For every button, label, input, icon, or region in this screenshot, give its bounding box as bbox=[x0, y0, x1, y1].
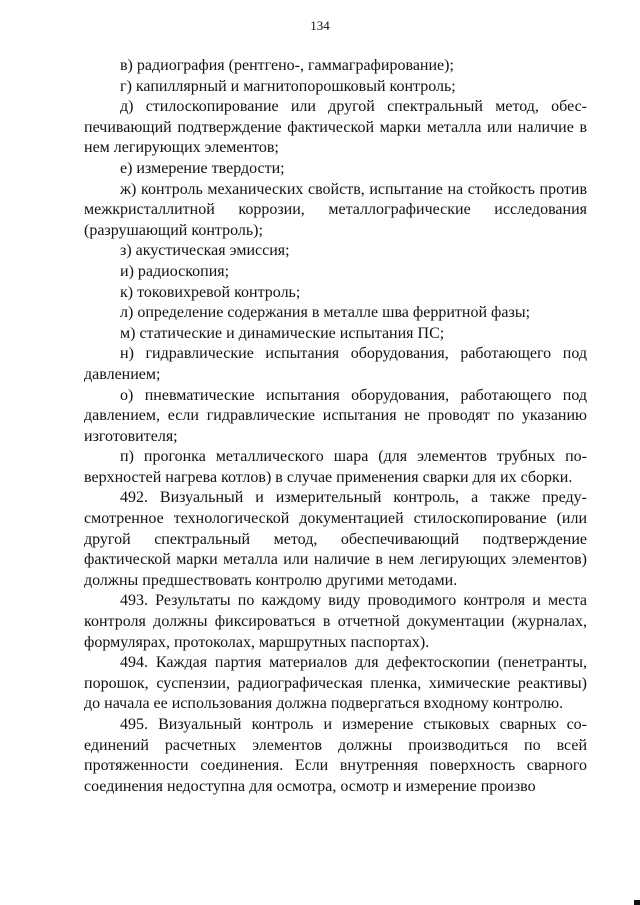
list-item-k: к) токовихревой контроль; bbox=[120, 283, 301, 301]
list-item-i: и) радиоскопия; bbox=[120, 262, 230, 280]
list-item-e: е) измерение твердости; bbox=[120, 159, 285, 177]
body-text bbox=[84, 56, 587, 797]
list-item-n: н) гидравлические испытания оборудования, работающего под давлением; bbox=[84, 345, 587, 383]
list-item-z: з) акустическая эмиссия; bbox=[120, 242, 290, 260]
scan-corner-mark bbox=[634, 900, 640, 905]
page-number: 134 bbox=[310, 18, 330, 33]
list-item-l: л) определение содержания в металле шва ферритной фазы; bbox=[120, 304, 531, 322]
list-item-d: д) стилоскопирование или другой спектральный метод, обеспечивающий подтверждение фактической марки металла или наличие в нем легирующих элементов; bbox=[84, 98, 587, 157]
clause-494: 494. Каждая партия материалов для дефектоскопии (пенетранты, порошок, суспензии, радиографическая пленка, химические реактивы) до начала ее использования должна подвергаться входному контролю. bbox=[84, 654, 587, 713]
list-item-zh: ж) контроль механических свойств, испытание на стойкость против межкристаллитной коррозии, металлографические исследования (разрушающий контроль); bbox=[84, 180, 587, 239]
list-item-v: в) радиография (рентгено-, гаммаграфирование); bbox=[120, 57, 454, 74]
list-item-p: п) прогонка металлического шара (для элементов трубных поверхностей нагрева котлов) в случае применения сварки для их сборки. bbox=[84, 448, 587, 486]
clause-492: 492. Визуальный и измерительный контроль, а также предусмотренное технологической документацией стилоскопирование (или другой спектральный метод, обеспечивающий подтверждение фактической марки металла или наличие в нем легирующих элементов) должны предшествовать контролю другими методами. bbox=[84, 489, 587, 589]
clause-495: 495. Визуальный контроль и измерение стыковых сварных соединений расчетных элементов должны производиться по всей протяженности соединения. Если внутренняя поверхность сварного соединения недоступна для осмотра, осмотр и измерение произво bbox=[84, 716, 587, 795]
list-item-g: г) капиллярный и магнитопорошковый контроль; bbox=[120, 77, 456, 95]
list-item-m: м) статические и динамические испытания ПС; bbox=[120, 324, 445, 342]
list-item-o: о) пневматические испытания оборудования, работающего под давлением, если гидравлические испытания не проводят по указанию изготовителя; bbox=[84, 386, 587, 445]
clause-493: 493. Результаты по каждому виду проводимого контроля и места контроля должны фиксироваться в отчетной документации (журналах, формулярах, протоколах, маршрутных паспортах). bbox=[84, 592, 587, 651]
